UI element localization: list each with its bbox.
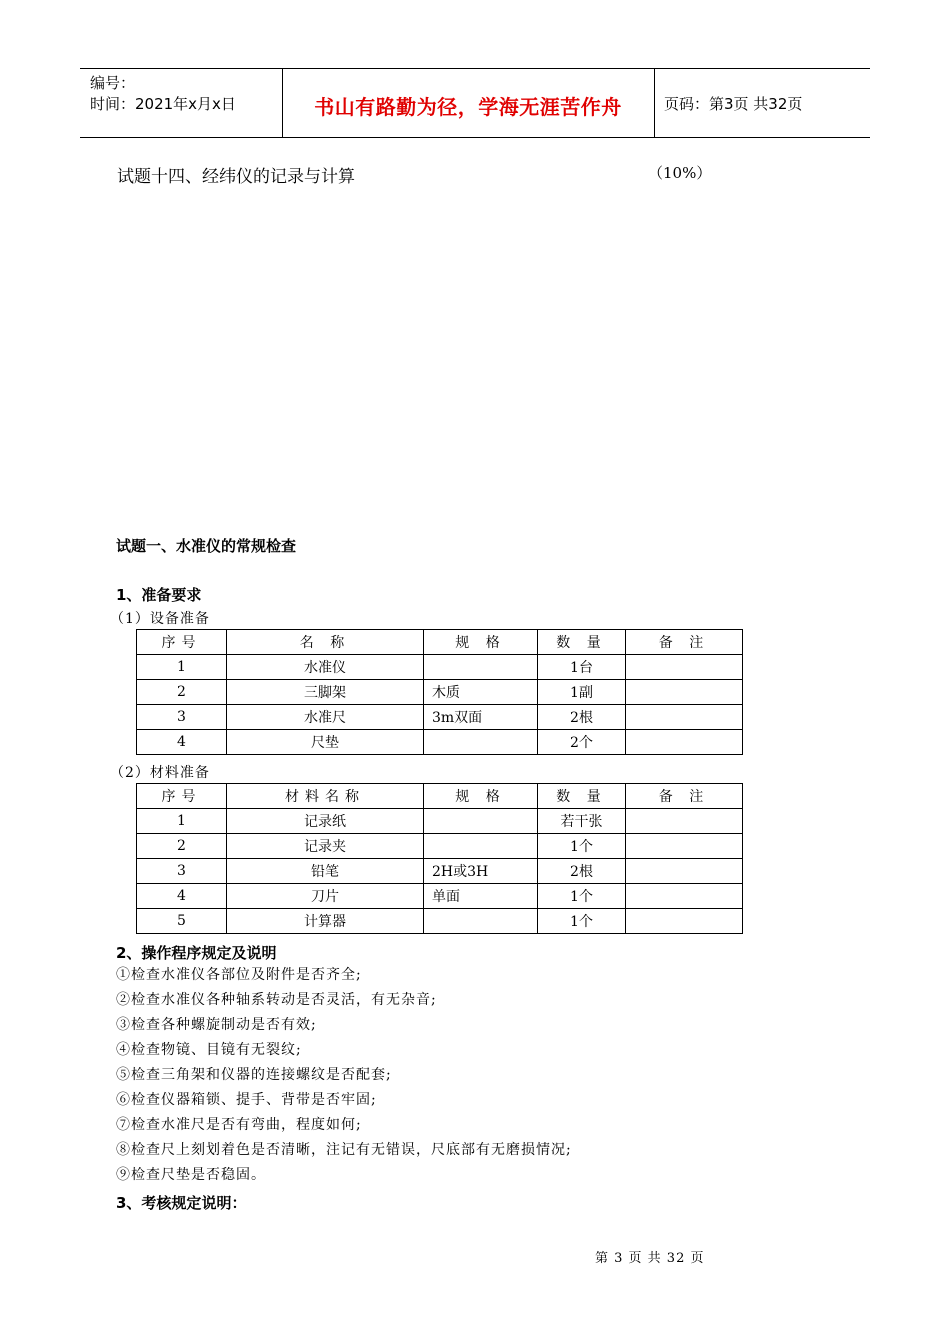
table-cell: 记录纸 [227, 809, 424, 834]
table-header-row [137, 784, 743, 809]
header-motto: 书山有路勤为径，学海无涯苦作舟 [314, 95, 622, 119]
table-row [137, 680, 743, 705]
table-cell: 3m双面 [424, 705, 538, 730]
table-cell: 1台 [538, 655, 626, 680]
table-row [137, 834, 743, 859]
table-cell [626, 859, 743, 884]
column-header: 备 注 [626, 630, 743, 655]
list-item: ⑥检查仪器箱锁、提手、背带是否牢固; [116, 1092, 377, 1108]
header-divider [654, 69, 655, 137]
table-cell [424, 834, 538, 859]
header-meta [90, 73, 236, 115]
table-cell: 2根 [538, 859, 626, 884]
section14-title: 试题十四、经纬仪的记录与计算 [117, 167, 355, 187]
procedure-steps [116, 963, 572, 1188]
time-label: 时间：2021年x月x日 [90, 95, 236, 113]
header-page-info: 页码：第3页 共32页 [664, 95, 803, 113]
table-cell: 若干张 [538, 809, 626, 834]
column-header: 序号 [137, 784, 227, 809]
table-cell: 4 [137, 730, 227, 755]
table-cell: 木质 [424, 680, 538, 705]
table-cell: 水准尺 [227, 705, 424, 730]
table-cell: 1 [137, 655, 227, 680]
column-header: 材料名称 [227, 784, 424, 809]
table-row [137, 859, 743, 884]
column-header: 规 格 [424, 784, 538, 809]
table-cell [424, 909, 538, 934]
column-header: 名 称 [227, 630, 424, 655]
table-cell: 铅笔 [227, 859, 424, 884]
list-item: ④检查物镜、目镜有无裂纹; [116, 1042, 302, 1058]
assessment-heading: 3、考核规定说明： [116, 1194, 247, 1212]
table-cell: 2 [137, 834, 227, 859]
table-cell: 2个 [538, 730, 626, 755]
table-cell [424, 655, 538, 680]
table-cell: 记录夹 [227, 834, 424, 859]
table-cell [626, 834, 743, 859]
table-header-row [137, 630, 743, 655]
materials-table [136, 783, 743, 934]
table-row [137, 909, 743, 934]
table-cell [626, 884, 743, 909]
list-item: ⑨检查尺垫是否稳固。 [116, 1167, 266, 1183]
equipment-table [136, 629, 743, 755]
list-item: ⑦检查水准尺是否有弯曲，程度如何; [116, 1117, 362, 1133]
table-cell: 计算器 [227, 909, 424, 934]
table-cell: 3 [137, 859, 227, 884]
table-cell [626, 655, 743, 680]
number-label: 编号： [90, 74, 136, 92]
column-header: 备 注 [626, 784, 743, 809]
table-cell: 2根 [538, 705, 626, 730]
list-item: ①检查水准仪各部位及附件是否齐全; [116, 967, 362, 983]
column-header: 规 格 [424, 630, 538, 655]
column-header: 数 量 [538, 630, 626, 655]
table-cell: 尺垫 [227, 730, 424, 755]
table-cell: 3 [137, 705, 227, 730]
table-cell [424, 809, 538, 834]
materials-label: （2）材料准备 [110, 765, 210, 781]
table-cell: 4 [137, 884, 227, 909]
equipment-label: （1）设备准备 [110, 611, 210, 627]
page-footer: 第 3 页 共 32 页 [595, 1251, 705, 1266]
table-cell [424, 730, 538, 755]
table-cell: 1 [137, 809, 227, 834]
list-item: ⑧检查尺上刻划着色是否清晰，注记有无错误，尺底部有无磨损情况; [116, 1142, 572, 1158]
table-cell [626, 809, 743, 834]
list-item: ③检查各种螺旋制动是否有效; [116, 1017, 317, 1033]
table-cell: 5 [137, 909, 227, 934]
table-row [137, 705, 743, 730]
table-cell: 2H或3H [424, 859, 538, 884]
table-cell: 水准仪 [227, 655, 424, 680]
column-header: 数 量 [538, 784, 626, 809]
table-cell: 1个 [538, 884, 626, 909]
list-item: ⑤检查三角架和仪器的连接螺纹是否配套; [116, 1067, 392, 1083]
table-cell: 1个 [538, 834, 626, 859]
table-cell [626, 730, 743, 755]
table-cell: 1副 [538, 680, 626, 705]
table-cell [626, 705, 743, 730]
table-row [137, 809, 743, 834]
section14-percent: （10%） [648, 164, 712, 182]
table-cell [626, 909, 743, 934]
table-cell: 1个 [538, 909, 626, 934]
table-cell: 刀片 [227, 884, 424, 909]
table-row [137, 655, 743, 680]
table-cell: 2 [137, 680, 227, 705]
table-cell: 三脚架 [227, 680, 424, 705]
procedure-heading: 2、操作程序规定及说明 [116, 944, 277, 962]
table-row [137, 884, 743, 909]
list-item: ②检查水准仪各种轴系转动是否灵活，有无杂音; [116, 992, 437, 1008]
page-header [80, 68, 870, 138]
table-row [137, 730, 743, 755]
column-header: 序号 [137, 630, 227, 655]
table-cell [626, 680, 743, 705]
section1-title: 试题一、水准仪的常规检查 [116, 537, 297, 555]
prep-heading: 1、准备要求 [116, 586, 202, 604]
table-cell: 单面 [424, 884, 538, 909]
